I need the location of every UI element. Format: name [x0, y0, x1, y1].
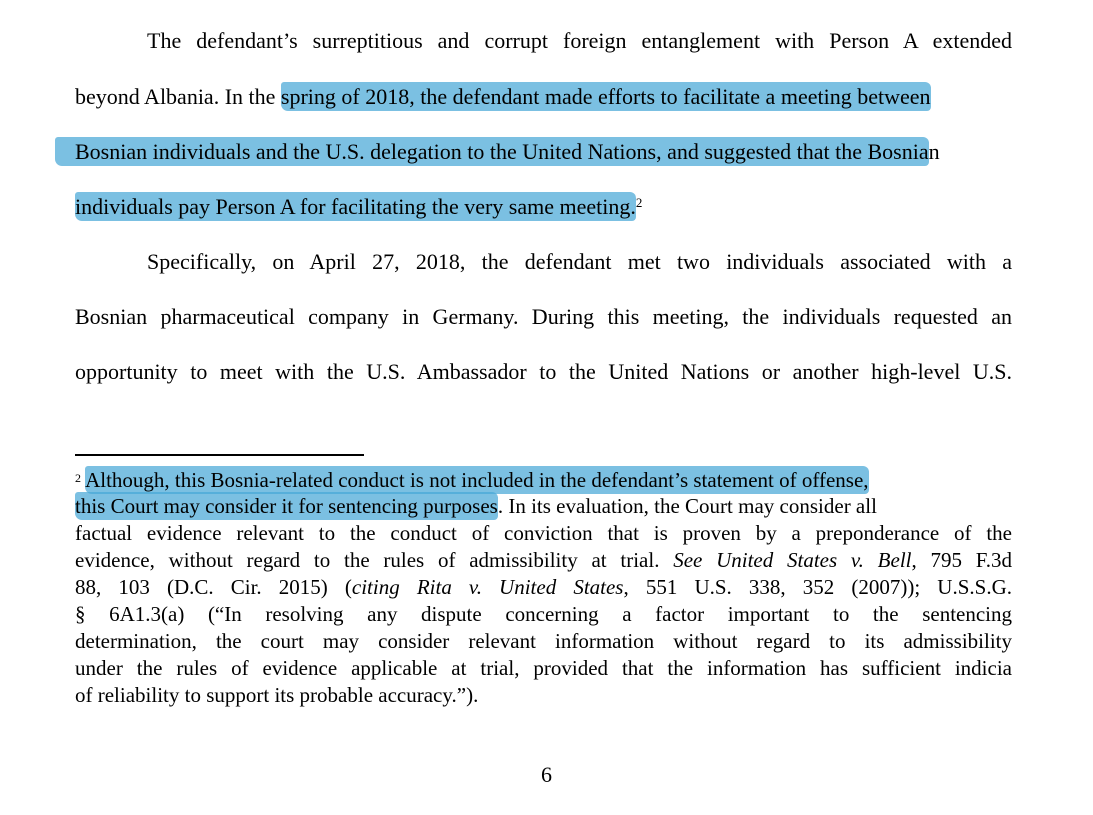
highlight-3: individuals pay Person A for facilitating the very same meeting. [75, 194, 636, 219]
footnote-separator [75, 454, 364, 456]
body-p1-line4 [75, 194, 1012, 220]
citation-rita: citing Rita v. United States [351, 575, 624, 599]
footnote-line4-post: , 795 F.3d [911, 548, 1012, 572]
footnote-line5 [75, 575, 1012, 600]
footnote-line4-text: evidence, without regard to the rules of admissibility at trial. [75, 548, 660, 572]
footnote-line4 [75, 548, 1012, 573]
page-number: 6 [541, 762, 552, 787]
body-p1-line3 [75, 139, 1012, 165]
highlight-5: this Court may consider it for sentencing purposes [75, 494, 498, 518]
highlight-1: spring of 2018, the defendant made efforts to facilitate a meeting between [280, 84, 931, 109]
footnote-line2-post: . In its evaluation, the Court may consider all [497, 494, 877, 518]
body-p2-line1: Specifically, on April 27, 2018, the defendant met two individuals associated with a [147, 249, 1012, 274]
body-p1-line3-post: n [928, 139, 940, 164]
body-p2-line3: opportunity to meet with the U.S. Ambassador to the United Nations or another high-level U.S. [75, 359, 1012, 384]
footnote-reference[interactable]: 2 [635, 195, 643, 210]
footnote-line3: factual evidence relevant to the conduct of conviction that is proven by a preponderance of the [75, 521, 1012, 545]
body-p1-line2 [75, 84, 1012, 110]
footnote-line8: under the rules of evidence applicable at trial, provided that the information has sufficient indicia [75, 656, 1012, 680]
footnote-line5-pre: 88, 103 (D.C. Cir. 2015) ( [75, 575, 352, 599]
footnote-line2 [75, 494, 1012, 519]
footnote-marker: 2 [75, 471, 81, 485]
footnote-line5-post: , 551 U.S. 338, 352 (2007)); U.S.S.G. [623, 575, 1012, 599]
citation-bell: See United States v. Bell [673, 548, 912, 572]
footnote-line1 [75, 468, 1012, 493]
highlight-2: Bosnian individuals and the U.S. delegation to the United Nations, and suggested that the Bosnia [55, 137, 929, 166]
body-p1-line2-pre: beyond Albania. In the [75, 84, 281, 109]
body-p2-line2: Bosnian pharmaceutical company in Germany. During this meeting, the individuals requested an [75, 304, 1012, 329]
highlight-4: Although, this Bosnia-related conduct is not included in the defendant’s statement of offense, [85, 468, 869, 492]
footnote-line9: of reliability to support its probable accuracy.”). [75, 683, 479, 707]
footnote-line6: § 6A1.3(a) (“In resolving any dispute concerning a factor important to the sentencing [75, 602, 1012, 626]
footnote-line7: determination, the court may consider relevant information without regard to its admissibility [75, 629, 1012, 653]
body-p1-line1: The defendant’s surreptitious and corrupt foreign entanglement with Person A extended [147, 28, 1012, 53]
